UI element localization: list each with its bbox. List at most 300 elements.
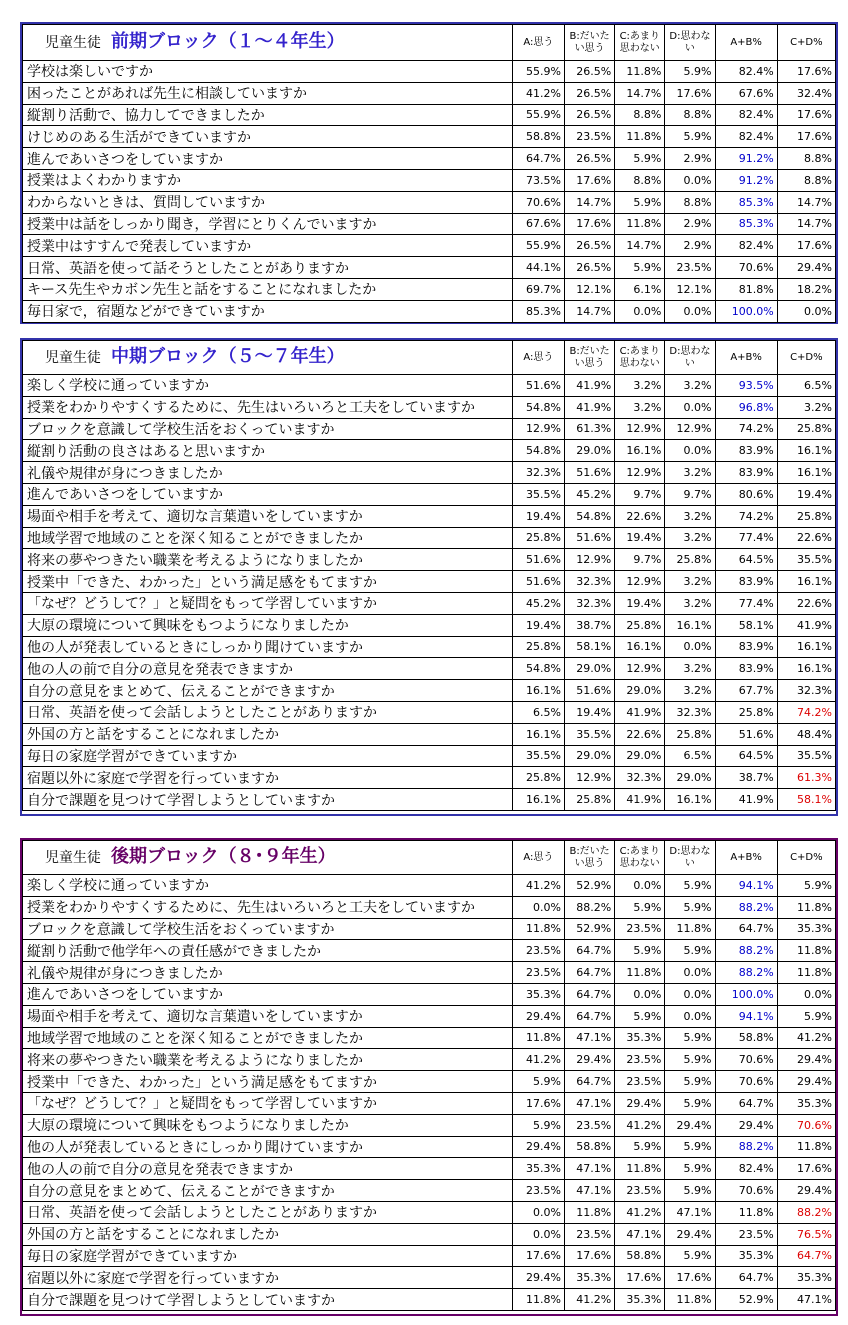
value-c: 9.7% [615, 549, 665, 571]
value-cd: 14.7% [777, 213, 835, 235]
value-c: 8.8% [615, 169, 665, 191]
table-row [23, 462, 836, 484]
value-a: 25.8% [512, 636, 564, 658]
question-text: 外国の方と話をすることになれましたか [23, 1223, 513, 1245]
table-row [23, 375, 836, 397]
value-c: 23.5% [615, 918, 665, 940]
value-d: 5.9% [665, 61, 715, 83]
value-cd: 41.9% [777, 614, 835, 636]
value-ab: 51.6% [715, 723, 777, 745]
value-d: 9.7% [665, 483, 715, 505]
question-text: 授業をわかりやすくするために、先生はいろいろと工夫をしていますか [23, 396, 513, 418]
value-a: 11.8% [512, 918, 564, 940]
question-text: 他の人が発表しているときにしっかり聞けていますか [23, 1136, 513, 1158]
question-text: 授業をわかりやすくするために、先生はいろいろと工夫をしていますか [23, 896, 513, 918]
question-text: 宿題以外に家庭で学習を行っていますか [23, 1267, 513, 1289]
value-d: 5.9% [665, 896, 715, 918]
value-cd: 16.1% [777, 440, 835, 462]
question-text: 授業中「できた、わかった」という満足感をもてますか [23, 571, 513, 593]
table-row [23, 1267, 836, 1289]
table-row [23, 789, 836, 811]
table-row [23, 505, 836, 527]
value-b: 23.5% [564, 1223, 614, 1245]
table-row [23, 1223, 836, 1245]
value-ab: 83.9% [715, 440, 777, 462]
question-text: 日常、英語を使って会話しようとしたことがありますか [23, 1201, 513, 1223]
question-text: 進んであいさつをしていますか [23, 148, 513, 170]
table-row [23, 1136, 836, 1158]
value-b: 29.4% [564, 1049, 614, 1071]
value-a: 55.9% [512, 104, 564, 126]
block-title-cell [23, 341, 513, 375]
value-b: 41.2% [564, 1289, 614, 1311]
value-d: 16.1% [665, 614, 715, 636]
value-c: 58.8% [615, 1245, 665, 1267]
table-row [23, 418, 836, 440]
question-text: 地域学習で地域のことを深く知ることができましたか [23, 1027, 513, 1049]
value-b: 26.5% [564, 104, 614, 126]
value-b: 45.2% [564, 483, 614, 505]
column-header-b: B:だいたい思う [564, 841, 614, 875]
value-d: 17.6% [665, 82, 715, 104]
value-ab: 94.1% [715, 1005, 777, 1027]
value-c: 0.0% [615, 300, 665, 322]
value-c: 23.5% [615, 1180, 665, 1202]
table-row [23, 701, 836, 723]
value-cd: 22.6% [777, 592, 835, 614]
value-cd: 14.7% [777, 191, 835, 213]
value-d: 0.0% [665, 1005, 715, 1027]
value-cd: 70.6% [777, 1114, 835, 1136]
table-row [23, 745, 836, 767]
value-b: 23.5% [564, 126, 614, 148]
value-b: 11.8% [564, 1201, 614, 1223]
value-cd: 76.5% [777, 1223, 835, 1245]
column-header-a: A:思う [512, 841, 564, 875]
value-a: 41.2% [512, 875, 564, 897]
table-row [23, 983, 836, 1005]
value-d: 2.9% [665, 235, 715, 257]
table-row [23, 396, 836, 418]
value-cd: 17.6% [777, 126, 835, 148]
question-text: 礼儀や規律が身につきましたか [23, 962, 513, 984]
value-ab: 64.7% [715, 1267, 777, 1289]
table-row [23, 1245, 836, 1267]
value-d: 0.0% [665, 962, 715, 984]
value-a: 16.1% [512, 680, 564, 702]
value-a: 23.5% [512, 1180, 564, 1202]
value-cd: 29.4% [777, 1049, 835, 1071]
value-b: 51.6% [564, 680, 614, 702]
value-a: 69.7% [512, 278, 564, 300]
value-cd: 25.8% [777, 505, 835, 527]
value-c: 12.9% [615, 462, 665, 484]
value-b: 61.3% [564, 418, 614, 440]
header-row [23, 841, 836, 875]
table-row [23, 549, 836, 571]
value-cd: 61.3% [777, 767, 835, 789]
value-ab: 41.9% [715, 789, 777, 811]
value-a: 19.4% [512, 614, 564, 636]
question-text: 場面や相手を考えて、適切な言葉遣いをしていますか [23, 1005, 513, 1027]
value-b: 35.5% [564, 723, 614, 745]
question-text: 他の人の前で自分の意見を発表できますか [23, 658, 513, 680]
value-b: 41.9% [564, 375, 614, 397]
value-cd: 48.4% [777, 723, 835, 745]
block-label: 児童生徒 [45, 35, 101, 51]
value-ab: 70.6% [715, 1071, 777, 1093]
value-ab: 58.1% [715, 614, 777, 636]
value-b: 26.5% [564, 235, 614, 257]
value-ab: 74.2% [715, 418, 777, 440]
value-a: 25.8% [512, 527, 564, 549]
value-b: 64.7% [564, 940, 614, 962]
value-a: 54.8% [512, 440, 564, 462]
value-c: 16.1% [615, 636, 665, 658]
question-text: 毎日の家庭学習ができていますか [23, 745, 513, 767]
value-ab: 52.9% [715, 1289, 777, 1311]
column-header-ab: A+B% [715, 841, 777, 875]
question-text: 自分で課題を見つけて学習しようとしていますか [23, 1289, 513, 1311]
value-d: 0.0% [665, 440, 715, 462]
value-cd: 17.6% [777, 235, 835, 257]
block-title: 前期ブロック（１～４年生） [111, 31, 345, 52]
value-ab: 85.3% [715, 213, 777, 235]
value-ab: 64.5% [715, 549, 777, 571]
value-cd: 25.8% [777, 418, 835, 440]
value-c: 5.9% [615, 1005, 665, 1027]
value-ab: 25.8% [715, 701, 777, 723]
column-header-d: D:思わない [665, 341, 715, 375]
value-d: 0.0% [665, 636, 715, 658]
value-d: 23.5% [665, 257, 715, 279]
value-d: 5.9% [665, 1092, 715, 1114]
value-a: 73.5% [512, 169, 564, 191]
value-c: 29.4% [615, 1092, 665, 1114]
value-a: 41.2% [512, 82, 564, 104]
value-a: 16.1% [512, 723, 564, 745]
value-c: 6.1% [615, 278, 665, 300]
value-d: 0.0% [665, 169, 715, 191]
block-label: 児童生徒 [45, 850, 101, 866]
question-text: 学校は楽しいですか [23, 61, 513, 83]
value-cd: 11.8% [777, 962, 835, 984]
value-a: 17.6% [512, 1092, 564, 1114]
value-c: 14.7% [615, 82, 665, 104]
question-text: 外国の方と話をすることになれましたか [23, 723, 513, 745]
value-d: 5.9% [665, 1027, 715, 1049]
value-a: 16.1% [512, 789, 564, 811]
column-header-a: A:思う [512, 341, 564, 375]
value-cd: 74.2% [777, 701, 835, 723]
value-d: 5.9% [665, 1180, 715, 1202]
question-text: 進んであいさつをしていますか [23, 983, 513, 1005]
value-ab: 70.6% [715, 257, 777, 279]
value-ab: 88.2% [715, 962, 777, 984]
value-b: 38.7% [564, 614, 614, 636]
value-a: 29.4% [512, 1136, 564, 1158]
value-d: 5.9% [665, 1245, 715, 1267]
question-text: けじめのある生活ができていますか [23, 126, 513, 148]
value-ab: 83.9% [715, 462, 777, 484]
value-b: 58.8% [564, 1136, 614, 1158]
value-a: 0.0% [512, 1201, 564, 1223]
column-header-d: D:思わない [665, 25, 715, 61]
table-row [23, 104, 836, 126]
question-text: 場面や相手を考えて、適切な言葉遣いをしていますか [23, 505, 513, 527]
question-text: 授業中はすすんで発表していますか [23, 235, 513, 257]
value-d: 3.2% [665, 680, 715, 702]
table-row [23, 169, 836, 191]
value-a: 45.2% [512, 592, 564, 614]
value-cd: 32.3% [777, 680, 835, 702]
survey-table [22, 340, 836, 811]
value-b: 64.7% [564, 1071, 614, 1093]
table-row [23, 527, 836, 549]
survey-block-middle [20, 338, 838, 816]
value-c: 5.9% [615, 148, 665, 170]
value-ab: 64.5% [715, 745, 777, 767]
value-a: 23.5% [512, 940, 564, 962]
value-d: 3.2% [665, 571, 715, 593]
survey-table [22, 840, 836, 1311]
value-c: 41.9% [615, 789, 665, 811]
value-cd: 47.1% [777, 1289, 835, 1311]
value-ab: 88.2% [715, 1136, 777, 1158]
table-row [23, 1027, 836, 1049]
value-c: 14.7% [615, 235, 665, 257]
block-title-cell [23, 25, 513, 61]
value-d: 16.1% [665, 789, 715, 811]
table-row [23, 962, 836, 984]
value-c: 5.9% [615, 257, 665, 279]
value-c: 8.8% [615, 104, 665, 126]
value-d: 5.9% [665, 1136, 715, 1158]
value-d: 3.2% [665, 505, 715, 527]
value-d: 0.0% [665, 983, 715, 1005]
table-row [23, 1289, 836, 1311]
column-header-ab: A+B% [715, 25, 777, 61]
question-text: キース先生やカボン先生と話をすることになれましたか [23, 278, 513, 300]
value-c: 9.7% [615, 483, 665, 505]
value-c: 0.0% [615, 875, 665, 897]
value-ab: 70.6% [715, 1049, 777, 1071]
value-c: 5.9% [615, 191, 665, 213]
value-ab: 91.2% [715, 169, 777, 191]
question-text: ブロックを意識して学校生活をおくっていますか [23, 918, 513, 940]
value-d: 2.9% [665, 213, 715, 235]
question-text: 日常、英語を使って会話しようとしたことがありますか [23, 701, 513, 723]
value-c: 0.0% [615, 983, 665, 1005]
value-c: 22.6% [615, 723, 665, 745]
question-text: 困ったことがあれば先生に相談していますか [23, 82, 513, 104]
table-row [23, 300, 836, 322]
value-c: 5.9% [615, 896, 665, 918]
question-text: 楽しく学校に通っていますか [23, 375, 513, 397]
question-text: 自分の意見をまとめて、伝えることができますか [23, 1180, 513, 1202]
question-text: 「なぜ？どうして？」と疑問をもって学習していますか [23, 592, 513, 614]
value-d: 5.9% [665, 940, 715, 962]
value-c: 32.3% [615, 767, 665, 789]
value-b: 64.7% [564, 962, 614, 984]
value-cd: 35.5% [777, 745, 835, 767]
value-a: 51.6% [512, 549, 564, 571]
value-cd: 17.6% [777, 104, 835, 126]
survey-block-early [20, 22, 838, 324]
value-a: 5.9% [512, 1114, 564, 1136]
value-ab: 83.9% [715, 571, 777, 593]
question-text: 将来の夢やつきたい職業を考えるようになりましたか [23, 1049, 513, 1071]
column-header-a: A:思う [512, 25, 564, 61]
value-a: 0.0% [512, 1223, 564, 1245]
value-ab: 77.4% [715, 527, 777, 549]
value-c: 11.8% [615, 962, 665, 984]
question-text: 自分で課題を見つけて学習しようとしていますか [23, 789, 513, 811]
table-row [23, 126, 836, 148]
value-cd: 6.5% [777, 375, 835, 397]
value-ab: 82.4% [715, 104, 777, 126]
value-c: 11.8% [615, 126, 665, 148]
value-a: 58.8% [512, 126, 564, 148]
question-text: 礼儀や規律が身につきましたか [23, 462, 513, 484]
value-c: 11.8% [615, 213, 665, 235]
value-b: 23.5% [564, 1114, 614, 1136]
value-d: 3.2% [665, 462, 715, 484]
value-d: 29.4% [665, 1223, 715, 1245]
value-d: 5.9% [665, 1049, 715, 1071]
value-b: 47.1% [564, 1158, 614, 1180]
value-ab: 80.6% [715, 483, 777, 505]
value-b: 12.9% [564, 549, 614, 571]
table-row [23, 1005, 836, 1027]
question-text: 「なぜ？どうして？」と疑問をもって学習していますか [23, 1092, 513, 1114]
value-d: 25.8% [665, 723, 715, 745]
table-row [23, 1180, 836, 1202]
value-d: 3.2% [665, 658, 715, 680]
question-text: 縦割り活動の良さはあると思いますか [23, 440, 513, 462]
value-d: 6.5% [665, 745, 715, 767]
question-text: 楽しく学校に通っていますか [23, 875, 513, 897]
question-text: 大原の環境について興味をもつようになりましたか [23, 1114, 513, 1136]
value-d: 17.6% [665, 1267, 715, 1289]
value-ab: 29.4% [715, 1114, 777, 1136]
value-cd: 11.8% [777, 896, 835, 918]
value-a: 29.4% [512, 1005, 564, 1027]
value-a: 32.3% [512, 462, 564, 484]
value-cd: 3.2% [777, 396, 835, 418]
column-header-cd: C+D% [777, 341, 835, 375]
value-d: 5.9% [665, 1158, 715, 1180]
value-cd: 16.1% [777, 658, 835, 680]
value-ab: 82.4% [715, 61, 777, 83]
table-row [23, 918, 836, 940]
value-b: 32.3% [564, 571, 614, 593]
value-a: 17.6% [512, 1245, 564, 1267]
value-cd: 35.3% [777, 1267, 835, 1289]
value-d: 3.2% [665, 527, 715, 549]
value-b: 26.5% [564, 257, 614, 279]
value-c: 3.2% [615, 375, 665, 397]
question-text: 宿題以外に家庭で学習を行っていますか [23, 767, 513, 789]
table-row [23, 213, 836, 235]
question-text: 毎日家で，宿題などができていますか [23, 300, 513, 322]
question-text: わからないときは、質問していますか [23, 191, 513, 213]
question-text: 授業中は話をしっかり聞き，学習にとりくんでいますか [23, 213, 513, 235]
value-cd: 5.9% [777, 875, 835, 897]
question-text: 進んであいさつをしていますか [23, 483, 513, 505]
table-row [23, 61, 836, 83]
block-title: 後期ブロック（８･９年生） [111, 846, 336, 867]
value-b: 35.3% [564, 1267, 614, 1289]
value-a: 29.4% [512, 1267, 564, 1289]
value-cd: 22.6% [777, 527, 835, 549]
value-ab: 77.4% [715, 592, 777, 614]
value-c: 3.2% [615, 396, 665, 418]
value-b: 64.7% [564, 983, 614, 1005]
table-row [23, 440, 836, 462]
value-b: 64.7% [564, 1005, 614, 1027]
value-b: 47.1% [564, 1027, 614, 1049]
value-c: 11.8% [615, 1158, 665, 1180]
value-ab: 70.6% [715, 1180, 777, 1202]
value-a: 5.9% [512, 1071, 564, 1093]
value-d: 3.2% [665, 375, 715, 397]
question-text: 日常、英語を使って話そうとしたことがありますか [23, 257, 513, 279]
value-a: 11.8% [512, 1027, 564, 1049]
value-d: 2.9% [665, 148, 715, 170]
value-b: 54.8% [564, 505, 614, 527]
value-ab: 38.7% [715, 767, 777, 789]
value-cd: 11.8% [777, 1136, 835, 1158]
value-b: 12.9% [564, 767, 614, 789]
question-text: 将来の夢やつきたい職業を考えるようになりましたか [23, 549, 513, 571]
value-cd: 32.4% [777, 82, 835, 104]
table-row [23, 592, 836, 614]
table-row [23, 658, 836, 680]
value-ab: 83.9% [715, 658, 777, 680]
value-c: 23.5% [615, 1071, 665, 1093]
table-row [23, 767, 836, 789]
value-cd: 0.0% [777, 983, 835, 1005]
value-d: 5.9% [665, 126, 715, 148]
value-b: 47.1% [564, 1092, 614, 1114]
value-cd: 29.4% [777, 1180, 835, 1202]
block-title-cell [23, 841, 513, 875]
value-a: 51.6% [512, 375, 564, 397]
value-a: 85.3% [512, 300, 564, 322]
value-d: 12.1% [665, 278, 715, 300]
value-b: 12.1% [564, 278, 614, 300]
value-c: 25.8% [615, 614, 665, 636]
value-cd: 35.5% [777, 549, 835, 571]
value-cd: 8.8% [777, 169, 835, 191]
value-cd: 11.8% [777, 940, 835, 962]
table-row [23, 1071, 836, 1093]
value-d: 3.2% [665, 592, 715, 614]
value-ab: 94.1% [715, 875, 777, 897]
question-text: 縦割り活動で、協力してできましたか [23, 104, 513, 126]
table-row [23, 1092, 836, 1114]
value-d: 32.3% [665, 701, 715, 723]
value-ab: 91.2% [715, 148, 777, 170]
value-ab: 82.4% [715, 1158, 777, 1180]
value-b: 26.5% [564, 61, 614, 83]
table-row [23, 235, 836, 257]
value-a: 41.2% [512, 1049, 564, 1071]
table-row [23, 940, 836, 962]
table-row [23, 1201, 836, 1223]
value-c: 17.6% [615, 1267, 665, 1289]
